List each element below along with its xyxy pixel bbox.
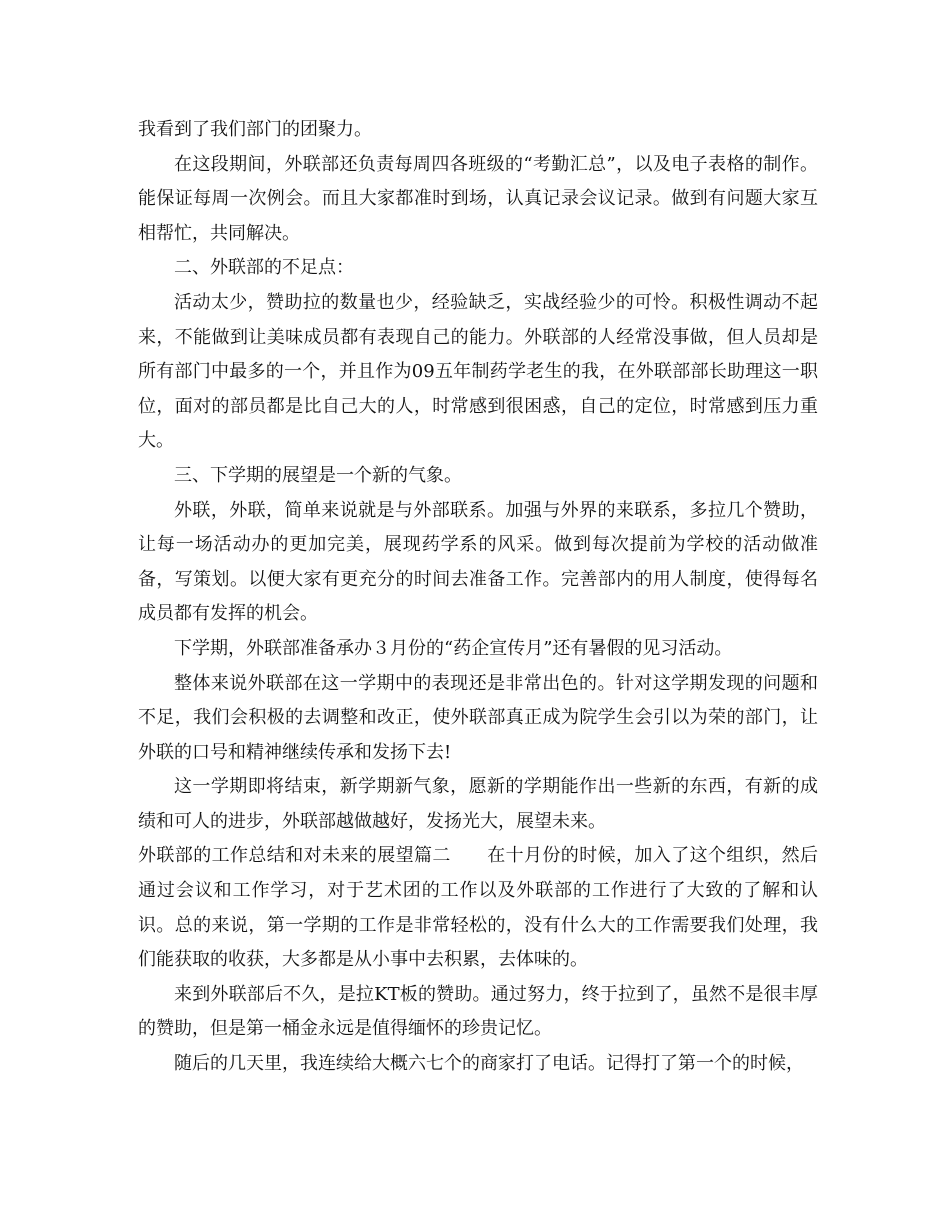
paragraph: 活动太少，赞助拉的数量也少，经验缺乏，实战经验少的可怜。积极性调动不起来，不能做到让美味成员都有表现自己的能力。外联部的人经常没事做，但人员却是所有部门中最多的一个，并且作为09五年制药学老生的我，在外联部部长助理这一职位，面对的部员都是比自己大的人，时常感到很困惑，自己的定位，时常感到压力重大。 xyxy=(138,291,818,452)
paragraph: 在这段期间，外联部还负责每周四各班级的“考勤汇总”，以及电子表格的制作。能保证每周一次例会。而且大家都准时到场，认真记录会议记录。做到有问题大家互相帮忙，共同解决。 xyxy=(138,153,818,244)
paragraph: 下学期，外联部准备承办３月份的“药企宣传月”还有暑假的见习活动。 xyxy=(174,637,733,659)
paragraph: 整体来说外联部在这一学期中的表现还是非常出色的。针对这学期发现的问题和不足，我们会积极的去调整和改正，使外联部真正成为院学生会引以为荣的部门，让外联的口号和精神继续传承和发扬下去! xyxy=(138,672,818,763)
paragraph: 来到外联部后不久，是拉KT板的赞助。通过努力，终于拉到了，虽然不是很丰厚的赞助，但是第一桶金永远是值得缅怀的珍贵记忆。 xyxy=(138,983,818,1040)
paragraph: 我看到了我们部门的团聚力。 xyxy=(138,119,372,140)
paragraph: 二、外联部的不足点： xyxy=(174,257,354,279)
section-first-text: 在十月份的时候，加入了这个组织，然后通过会议和工作学习，对于艺术团的工作以及外联部的工作进行了大致的了解和认识。总的来说，第一学期的工作是非常轻松的，没有什么大的工作需要我们处理，我们能获取的收获，大多都是从小事中去积累，去体味的。 xyxy=(138,845,819,971)
paragraph: 这一学期即将结束，新学期新气象，愿新的学期能作出一些新的东西，有新的成绩和可人的进步，外联部越做越好，发扬光大，展望未来。 xyxy=(138,776,818,832)
section-paragraph xyxy=(138,839,818,977)
paragraph: 随后的几天里，我连续给大概六七个的商家打了电话。记得打了第一个的时候， xyxy=(174,1053,804,1075)
paragraph: 外联，外联，简单来说就是与外部联系。加强与外界的来联系，多拉几个赞助，让每一场活动办的更加完美，展现药学系的风采。做到每次提前为学校的活动做准备，写策划。以便大家有更充分的时间去准备工作。完善部内的用人制度，使得每名成员都有发挥的机会。 xyxy=(138,499,818,625)
section-title: 外联部的工作总结和对未来的展望篇二 xyxy=(138,845,451,867)
document-body xyxy=(138,113,818,1082)
paragraph: 三、下学期的展望是一个新的气象。 xyxy=(174,464,462,486)
